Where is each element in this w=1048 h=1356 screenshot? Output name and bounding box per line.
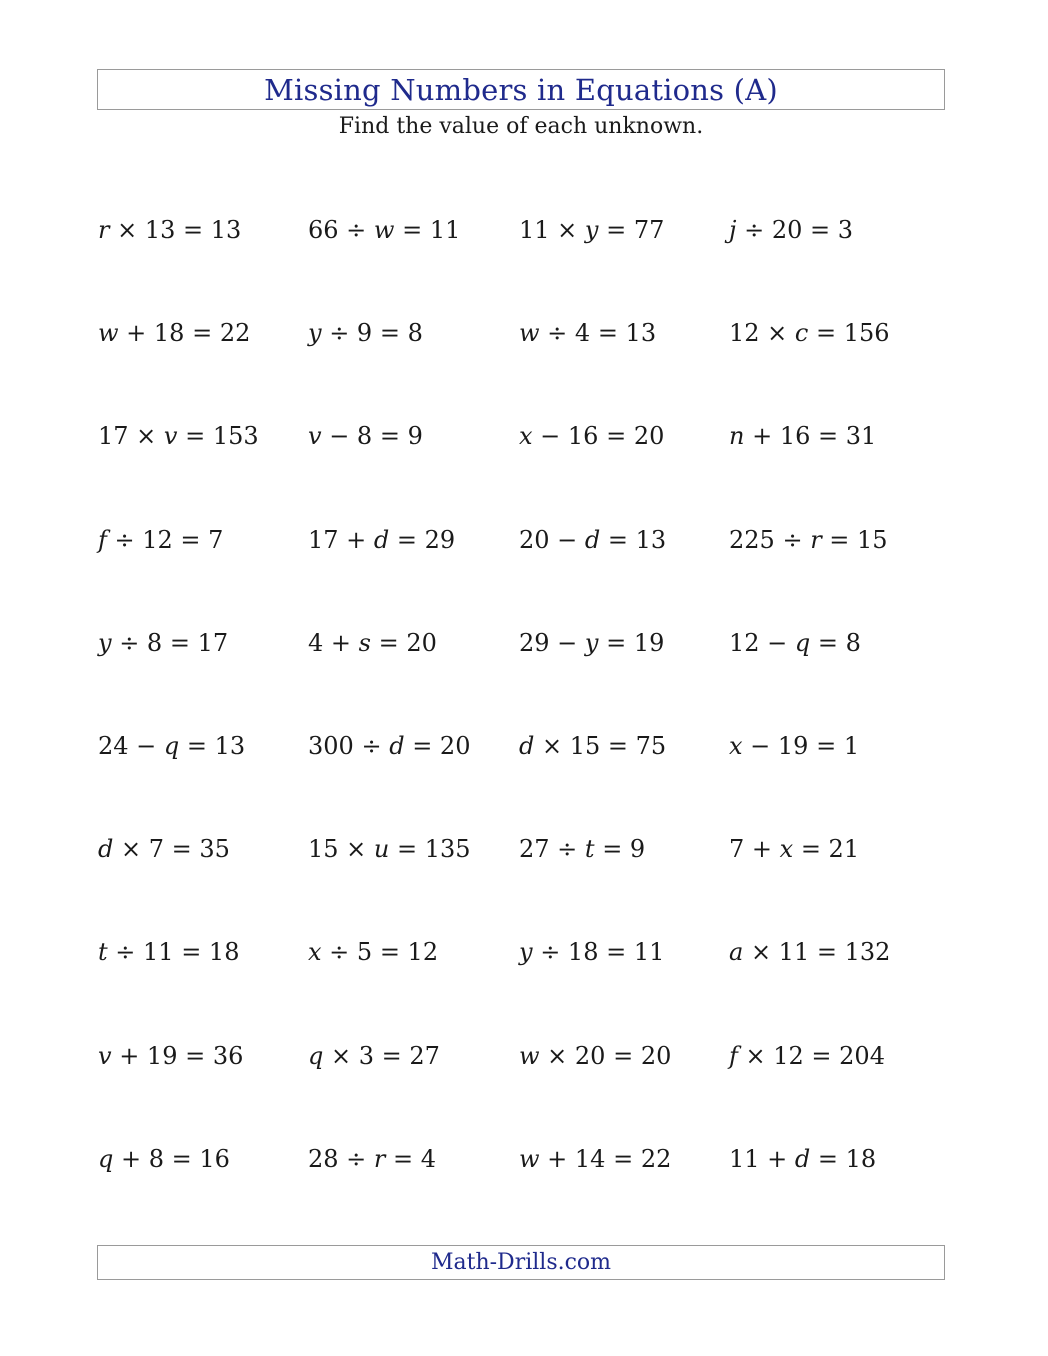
equation-text: 24 − [98,732,164,760]
equation [519,210,664,250]
equation [308,726,470,766]
equation [98,932,239,972]
unknown-variable: f [98,525,107,554]
equation [308,210,460,250]
equation [308,623,437,663]
problem-row [98,726,946,766]
equation-text: = 156 [808,319,890,348]
equation-text: = 11 [394,216,461,244]
equation-text: 12 × [729,319,795,348]
equation-text: = 77 [598,216,665,244]
equation-text: − 19 = 1 [742,732,860,760]
equation [98,210,241,250]
equation-text: = 20 [370,628,437,657]
unknown-variable: j [729,216,737,244]
equation [308,416,423,456]
equation [729,623,861,663]
equation [98,1139,230,1179]
equation [519,829,645,869]
equation-text: 4 + [308,628,359,657]
unknown-variable: a [729,938,744,967]
unknown-variable: d [584,525,601,554]
unknown-variable: c [794,319,809,348]
equation-text: − 8 = 9 [321,422,423,451]
equation-text: − 16 = 20 [532,422,665,451]
equation [98,829,230,869]
problem-row [98,313,946,353]
equation-text: × 15 = 75 [534,732,667,760]
unknown-variable: d [373,525,390,554]
equation-text: ÷ 8 = 17 [111,628,229,657]
unknown-variable: r [373,1144,386,1173]
equation [98,1036,243,1076]
equation-text: 11 × [519,216,585,244]
equation [308,313,423,353]
equation-text: ÷ 9 = 8 [321,319,423,348]
equation-text: 7 + [729,835,780,864]
equation-text: 66 ÷ [308,216,374,244]
problem-row [98,829,946,869]
equation-text: × 20 = 20 [539,1041,672,1070]
equation [308,520,455,560]
equation-text: 28 ÷ [308,1144,374,1173]
equation [729,210,853,250]
unknown-variable: x [519,422,533,451]
unknown-variable: x [729,732,743,760]
equation-text: = 21 [793,835,860,864]
equation [98,726,245,766]
unknown-variable: q [308,1041,324,1070]
equation-text: ÷ 20 = 3 [736,216,853,244]
equation-text: = 9 [594,835,646,864]
equation-text: 12 − [729,628,795,657]
unknown-variable: w [519,319,540,348]
equation [98,416,259,456]
unknown-variable: t [98,938,108,967]
equation-text: × 3 = 27 [323,1041,440,1070]
problem-row [98,623,946,663]
equation [519,932,664,972]
equation-text: = 13 [179,732,246,760]
equation-text: + 18 = 22 [118,319,251,348]
unknown-variable: t [584,835,595,864]
equation-text: = 19 [598,628,665,657]
equation-text: = 20 [404,732,471,760]
problem-row [98,1139,946,1179]
equation-text: + 14 = 22 [539,1144,672,1173]
equation [519,313,656,353]
unknown-variable: d [794,1144,811,1173]
equation-text: × 13 = 13 [109,216,242,244]
equation-text: 15 × [308,835,374,864]
equation [308,829,471,869]
equation [98,313,250,353]
equation-text: 11 + [729,1144,795,1173]
equation [519,623,664,663]
title-box [97,69,945,110]
unknown-variable: y [519,938,533,967]
unknown-variable: s [358,628,371,657]
page-title: Missing Numbers in Equations (A) [264,72,778,107]
equation-text: = 29 [389,525,456,554]
unknown-variable: y [98,628,112,657]
equation-text: 20 − [519,525,585,554]
equation-text: 27 ÷ [519,835,585,864]
unknown-variable: n [729,422,745,451]
equation [519,416,664,456]
equation-text: 17 × [98,422,164,451]
equation-text: + 16 = 31 [744,422,877,451]
equation-text: × 7 = 35 [113,835,230,864]
unknown-variable: d [389,732,405,760]
equation [519,726,666,766]
equation [729,932,890,972]
equation [729,313,890,353]
unknown-variable: f [729,1041,738,1070]
unknown-variable: w [373,216,395,244]
unknown-variable: u [373,835,390,864]
unknown-variable: q [794,628,811,657]
problem-row [98,520,946,560]
equation-text: × 11 = 132 [743,938,891,967]
equation-text: × 12 = 204 [737,1041,885,1070]
unknown-variable: y [584,216,599,244]
equation-text: 300 ÷ [308,732,390,760]
problem-row [98,1036,946,1076]
equation [729,726,859,766]
equation-text: = 4 [385,1144,437,1173]
equation [729,416,876,456]
equation-text: ÷ 12 = 7 [106,525,224,554]
equation [729,1036,885,1076]
equation [308,932,438,972]
unknown-variable: d [98,835,114,864]
equation [98,623,228,663]
problem-row [98,210,946,250]
equation-text: = 153 [177,422,259,451]
unknown-variable: x [779,835,794,864]
equation [519,1139,671,1179]
equation [729,520,888,560]
equation-text: 29 − [519,628,585,657]
unknown-variable: r [98,216,110,244]
equation-text: = 13 [600,525,667,554]
equation [308,1139,436,1179]
equation-text: = 15 [821,525,888,554]
unknown-variable: w [519,1144,540,1173]
footer-box [97,1245,945,1280]
equation-text: + 19 = 36 [111,1041,244,1070]
equation-text: ÷ 5 = 12 [321,938,439,967]
equation-text: ÷ 18 = 11 [532,938,665,967]
unknown-variable: w [98,319,119,348]
equation [729,1139,876,1179]
unknown-variable: v [98,1041,112,1070]
unknown-variable: y [308,319,322,348]
equation [519,1036,671,1076]
problem-row [98,932,946,972]
footer-site: Math-Drills.com [430,1250,612,1275]
equation-text: + 8 = 16 [113,1144,230,1173]
equation-text: = 135 [389,835,471,864]
equation-text: ÷ 4 = 13 [539,319,657,348]
unknown-variable: q [163,732,180,760]
equation-text: 17 + [308,525,374,554]
equation-text: = 18 [810,1144,877,1173]
unknown-variable: q [98,1144,114,1173]
equation [729,829,859,869]
unknown-variable: v [163,422,178,451]
unknown-variable: r [810,525,822,554]
equation-text: = 8 [810,628,861,657]
unknown-variable: y [584,628,599,657]
instructions: Find the value of each unknown. [338,114,704,139]
unknown-variable: v [308,422,322,451]
equation [308,1036,440,1076]
equation [519,520,666,560]
unknown-variable: x [308,938,322,967]
equation-text: ÷ 11 = 18 [107,938,240,967]
unknown-variable: d [519,732,535,760]
problem-row [98,416,946,456]
equation [98,520,223,560]
equation-text: 225 ÷ [729,525,811,554]
unknown-variable: w [519,1041,540,1070]
